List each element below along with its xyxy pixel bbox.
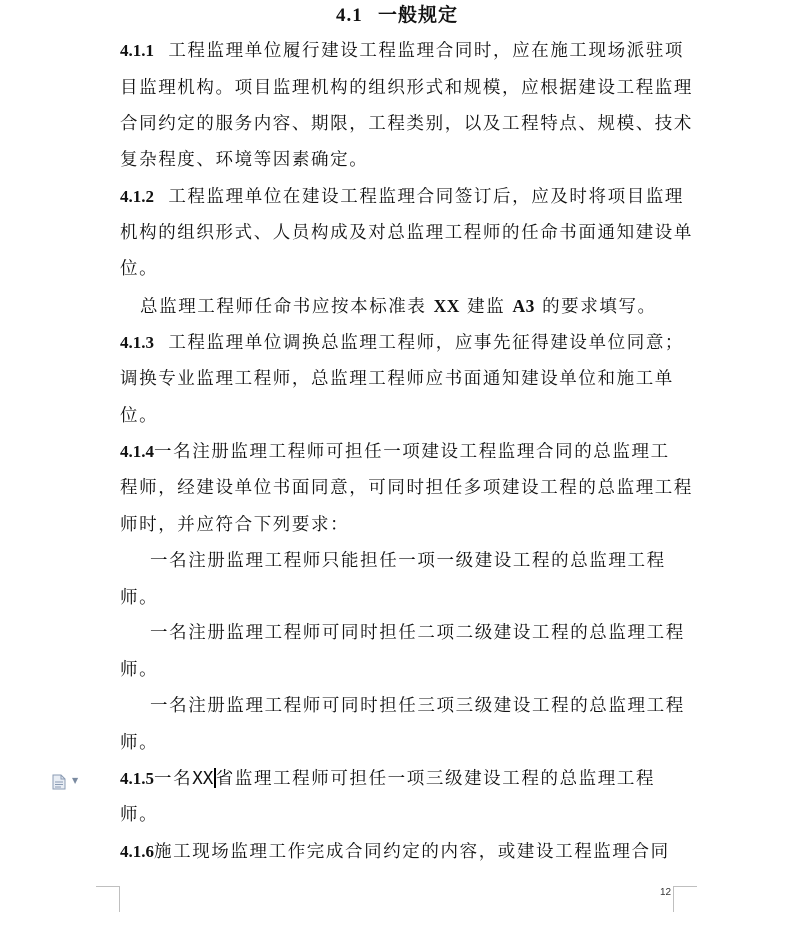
clause-4-1-3-line-3: 位。 (120, 406, 159, 426)
note-text: 建监 (467, 297, 506, 317)
clause-4-1-2-line-2: 机构的组织形式、人员构成及对总监理工程师的任命书面通知建设单 (120, 223, 693, 243)
clause-4-1-4-line-3: 师时，并应符合下列要求： (120, 515, 350, 535)
clause-text: 工程监理单位在建设工程监理合同签订后，应及时将项目监理 (168, 187, 685, 207)
clause-number: 4.1.1 (120, 41, 154, 60)
clause-4-1-2-line-1 (120, 185, 684, 209)
clause-text: 省监理工程师可担任一项三级建设工程的总监理工程 (215, 769, 656, 789)
clause-4-1-2-line-3: 位。 (120, 259, 159, 279)
heading-title: 一般规定 (377, 4, 458, 26)
clause-number: 4.1.2 (120, 187, 154, 206)
clause-4-1-5-line-1[interactable] (120, 767, 655, 791)
clause-text: 工程监理单位履行建设工程监理合同时，应在施工现场派驻项 (168, 41, 685, 61)
clause-4-1-1-line-1 (120, 39, 684, 63)
clause-number: 4.1.6 (120, 842, 154, 861)
clause-4-1-4-line-1 (120, 440, 670, 464)
crop-mark (673, 886, 674, 912)
note-text: 的要求填写。 (542, 297, 657, 317)
crop-mark (119, 886, 120, 912)
chevron-down-icon[interactable]: ▼ (72, 776, 79, 785)
clause-4-1-6-line-1 (120, 840, 670, 864)
clause-4-1-1-line-2: 目监理机构。项目监理机构的组织形式和规模，应根据建设工程监理 (120, 78, 693, 98)
crop-mark (673, 886, 697, 887)
requirement-3-line-2: 师。 (120, 733, 159, 753)
clause-4-1-1-line-3: 合同约定的服务内容、期限，工程类别，以及工程特点、规模、技术 (120, 114, 693, 134)
clause-text: 工程监理单位调换总监理工程师，应事先征得建设单位同意； (168, 333, 685, 353)
clause-text: 一名 (154, 769, 193, 789)
clause-text: 一名注册监理工程师可担任一项建设工程监理合同的总监理工 (154, 442, 670, 462)
note-form-id: A3 (512, 296, 535, 316)
note-text: 总监理工程师任命书应按本标准表 (140, 297, 427, 317)
clause-4-1-1-line-4: 复杂程度、环境等因素确定。 (120, 150, 369, 170)
crop-mark (96, 886, 120, 887)
province-code: XX (192, 769, 214, 789)
page-number: 12 (660, 887, 672, 898)
section-heading (0, 0, 794, 31)
requirement-3-line-1: 一名注册监理工程师可同时担任三项三级建设工程的总监理工程 (150, 696, 685, 716)
clause-4-1-3-line-1 (120, 331, 684, 355)
requirement-1-line-1: 一名注册监理工程师只能担任一项一级建设工程的总监理工程 (150, 551, 666, 571)
clause-number: 4.1.5 (120, 769, 154, 788)
appointment-note (140, 294, 657, 319)
clause-number: 4.1.3 (120, 333, 154, 352)
requirement-2-line-2: 师。 (120, 660, 159, 680)
requirement-2-line-1: 一名注册监理工程师可同时担任二项二级建设工程的总监理工程 (150, 623, 685, 643)
clause-4-1-5-line-2: 师。 (120, 805, 159, 825)
note-code: XX (433, 296, 460, 316)
document-icon[interactable] (52, 774, 66, 794)
clause-text: 施工现场监理工作完成合同约定的内容，或建设工程监理合同 (154, 842, 670, 862)
clause-4-1-4-line-2: 程师，经建设单位书面同意，可同时担任多项建设工程的总监理工程 (120, 478, 693, 498)
clause-number: 4.1.4 (120, 442, 154, 461)
heading-number: 4.1 (336, 5, 363, 26)
requirement-1-line-2: 师。 (120, 588, 159, 608)
clause-4-1-3-line-2: 调换专业监理工程师，总监理工程师应书面通知建设单位和施工单 (120, 369, 674, 389)
